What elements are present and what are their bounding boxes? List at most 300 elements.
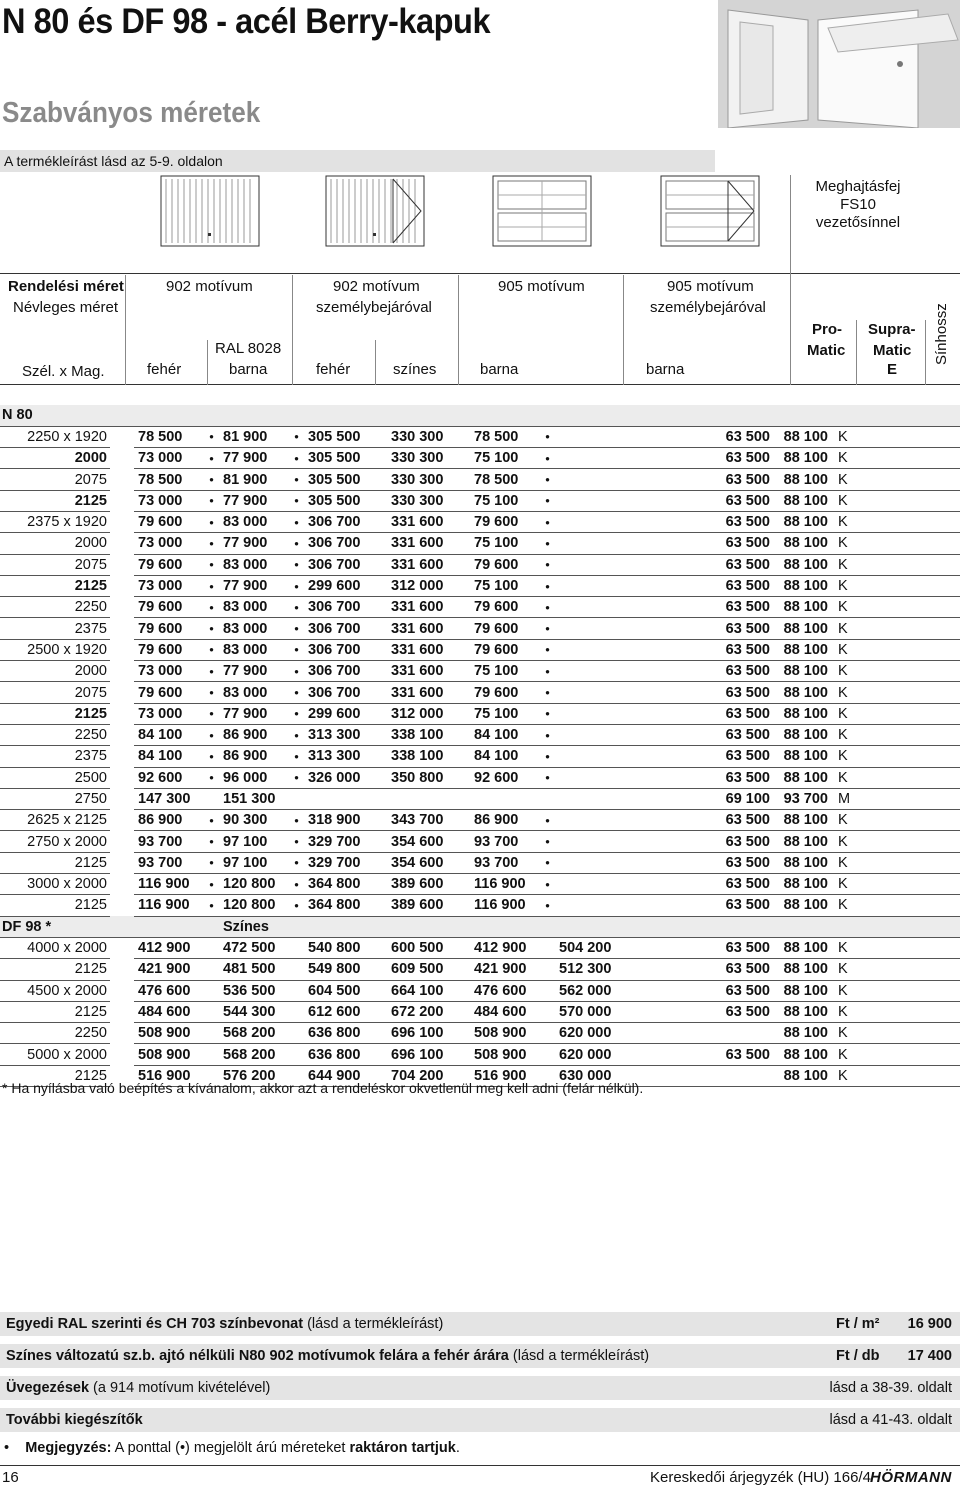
gap-cell (110, 1044, 134, 1065)
gap-cell (110, 937, 134, 958)
price-902-white: 78 500 (134, 469, 204, 490)
info-row-2-rest: (lásd a termékleírást) (508, 1348, 650, 1364)
rail-length-cell: K (834, 661, 960, 682)
size-cell: 2250 x 1920 (0, 426, 110, 447)
price-905-door-brown: 630 000 (555, 1065, 700, 1086)
price-905-brown: 476 600 (470, 980, 540, 1001)
table-row (0, 724, 960, 745)
price-902-door-colored: 312 000 (387, 575, 470, 596)
size-cell: 4000 x 2000 (0, 937, 110, 958)
table-row (0, 788, 960, 809)
stock-dot: ● (204, 895, 219, 916)
brand-logo: HÖRMANN (870, 1469, 952, 1486)
info-row-1 (0, 1312, 960, 1336)
price-902-brown: 83 000 (219, 618, 289, 639)
size-cell: 2125 (0, 895, 110, 916)
price-902-white: 73 000 (134, 575, 204, 596)
col-sep-5 (458, 275, 459, 385)
table-row (0, 937, 960, 958)
stock-dot: ● (204, 746, 219, 767)
price-905-brown: 78 500 (470, 469, 540, 490)
price-promatic: 63 500 (700, 618, 776, 639)
info-row-1-unit: Ft / m² (836, 1316, 880, 1332)
rail-length-cell: K (834, 746, 960, 767)
price-902-brown: 151 300 (219, 788, 289, 809)
price-902-door-colored: 331 600 (387, 511, 470, 532)
price-902-white: 79 600 (134, 554, 204, 575)
table-row (0, 448, 960, 469)
stock-dot: ● (289, 703, 304, 724)
gap-cell (110, 980, 134, 1001)
note-bold-end: raktáron tartjuk (349, 1440, 456, 1456)
price-902-white: 73 000 (134, 661, 204, 682)
rail-length-cell: K (834, 703, 960, 724)
info-row-4-value: lásd a 41-43. oldalt (829, 1412, 952, 1428)
price-promatic: 63 500 (700, 959, 776, 980)
stock-dot: ● (289, 724, 304, 745)
rail-length-cell: K (834, 895, 960, 916)
rail-length-cell: K (834, 554, 960, 575)
stock-dot: ● (204, 874, 219, 895)
colored-header: színes (393, 361, 437, 378)
price-supramatic: 88 100 (776, 448, 834, 469)
price-supramatic: 88 100 (776, 724, 834, 745)
note-bullet: • (4, 1440, 10, 1456)
price-905-brown: 79 600 (470, 682, 540, 703)
gap-cell (110, 682, 134, 703)
stock-dot (289, 788, 304, 809)
motif-902-drawing (160, 175, 260, 247)
price-905-brown (470, 788, 540, 809)
price-902-door-colored: 354 600 (387, 852, 470, 873)
price-902-door-colored: 330 300 (387, 426, 470, 447)
size-cell: 2075 (0, 554, 110, 575)
info-row-2-bold: Színes változatú sz.b. ajtó nélküli N80 902 motívumok felára a fehér árára (6, 1348, 509, 1364)
stock-dot: ● (540, 724, 555, 745)
price-902-door-white: 318 900 (304, 810, 387, 831)
stock-dot (204, 937, 219, 958)
rail-length-cell: K (834, 724, 960, 745)
price-905-door-brown: 504 200 (555, 937, 700, 958)
price-902-door-white: 306 700 (304, 682, 387, 703)
size-cell: 2075 (0, 682, 110, 703)
price-905-door-brown: 570 000 (555, 1001, 700, 1022)
price-902-brown: 120 800 (219, 895, 289, 916)
price-promatic: 63 500 (700, 1044, 776, 1065)
gap-cell (110, 426, 134, 447)
motif-902-door-header: 902 motívum (333, 278, 420, 295)
drive-header-line1: Meghajtásfej (815, 178, 901, 195)
stock-dot: ● (289, 852, 304, 873)
price-905-brown: 75 100 (470, 703, 540, 724)
gap-cell (110, 959, 134, 980)
price-902-brown: 83 000 (219, 511, 289, 532)
price-promatic: 63 500 (700, 533, 776, 554)
price-902-door-colored: 696 100 (387, 1023, 470, 1044)
price-905-door-brown (555, 618, 700, 639)
stock-dot: ● (204, 724, 219, 745)
size-cell: 2375 (0, 746, 110, 767)
price-905-door-brown (555, 448, 700, 469)
price-902-door-colored (387, 788, 470, 809)
price-902-door-colored: 330 300 (387, 490, 470, 511)
price-905-brown: 116 900 (470, 895, 540, 916)
price-905-brown: 75 100 (470, 575, 540, 596)
col-sep-3 (292, 275, 293, 385)
price-905-brown: 421 900 (470, 959, 540, 980)
price-promatic: 63 500 (700, 703, 776, 724)
price-902-door-white: 306 700 (304, 597, 387, 618)
footnote: * Ha nyílásba való beépítés a kívánalom, akkor azt a rendeléskor okvetlenül meg kell adni (felár nélkül). (2, 1080, 644, 1096)
size-cell: 2500 (0, 767, 110, 788)
info-row-1-value: 16 900 (907, 1316, 952, 1332)
price-promatic: 63 500 (700, 852, 776, 873)
page-title: N 80 és DF 98 - acél Berry-kapuk (2, 2, 491, 41)
gap-cell (110, 554, 134, 575)
motif-905-door-sub: személybejáróval (650, 299, 766, 316)
stock-dot (540, 980, 555, 1001)
stock-dot: ● (540, 895, 555, 916)
price-902-brown: 120 800 (219, 874, 289, 895)
price-promatic: 63 500 (700, 490, 776, 511)
price-902-door-colored: 389 600 (387, 895, 470, 916)
price-902-door-colored: 331 600 (387, 682, 470, 703)
stock-dot (204, 1001, 219, 1022)
price-supramatic: 88 100 (776, 810, 834, 831)
price-902-door-white: 644 900 (304, 1065, 387, 1086)
stock-dot: ● (540, 533, 555, 554)
stock-dot: ● (540, 469, 555, 490)
price-902-brown: 77 900 (219, 533, 289, 554)
price-902-white: 84 100 (134, 724, 204, 745)
table-row (0, 575, 960, 596)
table-row (0, 490, 960, 511)
motif-905-door-header: 905 motívum (667, 278, 754, 295)
price-902-brown: 97 100 (219, 852, 289, 873)
stock-dot: ● (540, 511, 555, 532)
stock-dot (540, 1044, 555, 1065)
price-902-door-white: 604 500 (304, 980, 387, 1001)
size-cell: 3000 x 2000 (0, 874, 110, 895)
price-supramatic: 88 100 (776, 618, 834, 639)
price-902-brown: 77 900 (219, 661, 289, 682)
price-905-brown: 508 900 (470, 1023, 540, 1044)
stock-dot: ● (204, 810, 219, 831)
price-902-white: 93 700 (134, 852, 204, 873)
stock-dot: ● (540, 874, 555, 895)
price-902-white: 147 300 (134, 788, 204, 809)
info-row-1-rest: (lásd a termékleírást) (303, 1316, 444, 1332)
price-902-door-colored: 696 100 (387, 1044, 470, 1065)
price-905-door-brown (555, 852, 700, 873)
price-902-white: 84 100 (134, 746, 204, 767)
price-902-door-white: 305 500 (304, 490, 387, 511)
rail-length-cell: K (834, 831, 960, 852)
price-promatic: 63 500 (700, 575, 776, 596)
price-902-door-white: 299 600 (304, 703, 387, 724)
motif-905-door-drawing (660, 175, 760, 247)
price-902-white: 78 500 (134, 426, 204, 447)
price-905-brown: 412 900 (470, 937, 540, 958)
price-905-brown: 93 700 (470, 831, 540, 852)
stock-dot: ● (289, 490, 304, 511)
price-902-brown: 472 500 (219, 937, 289, 958)
rail-length-cell: K (834, 469, 960, 490)
price-table (0, 405, 960, 1087)
price-902-brown: 536 500 (219, 980, 289, 1001)
price-902-white: 421 900 (134, 959, 204, 980)
price-902-door-colored: 704 200 (387, 1065, 470, 1086)
stock-dot: ● (289, 661, 304, 682)
stock-dot: ● (204, 533, 219, 554)
price-902-door-colored: 330 300 (387, 448, 470, 469)
price-902-brown: 90 300 (219, 810, 289, 831)
gap-cell (110, 511, 134, 532)
price-902-door-colored: 672 200 (387, 1001, 470, 1022)
size-cell: 2075 (0, 469, 110, 490)
price-905-brown: 78 500 (470, 426, 540, 447)
gap-cell (110, 895, 134, 916)
price-promatic: 63 500 (700, 682, 776, 703)
size-cell: 2500 x 1920 (0, 639, 110, 660)
price-905-brown: 93 700 (470, 852, 540, 873)
gap-cell (110, 533, 134, 554)
price-supramatic: 88 100 (776, 554, 834, 575)
rail-length-cell: K (834, 810, 960, 831)
price-902-door-colored: 354 600 (387, 831, 470, 852)
price-promatic: 63 500 (700, 937, 776, 958)
price-promatic: 63 500 (700, 639, 776, 660)
price-905-door-brown: 620 000 (555, 1044, 700, 1065)
stock-dot: ● (289, 810, 304, 831)
price-902-door-white: 313 300 (304, 724, 387, 745)
stock-dot: ● (540, 490, 555, 511)
price-902-door-colored: 331 600 (387, 618, 470, 639)
price-902-door-white: 306 700 (304, 511, 387, 532)
price-905-door-brown (555, 895, 700, 916)
price-905-door-brown (555, 746, 700, 767)
rail-length-header: Sínhossz (933, 303, 950, 365)
stock-dot: ● (540, 448, 555, 469)
price-902-door-white: 329 700 (304, 831, 387, 852)
price-905-door-brown (555, 831, 700, 852)
price-905-door-brown (555, 682, 700, 703)
price-supramatic: 88 100 (776, 767, 834, 788)
info-row-2 (0, 1344, 960, 1368)
price-902-brown: 481 500 (219, 959, 289, 980)
rail-length-cell: M (834, 788, 960, 809)
size-cell: 2375 x 1920 (0, 511, 110, 532)
stock-dot: ● (204, 575, 219, 596)
stock-dot (289, 959, 304, 980)
gap-cell (110, 810, 134, 831)
stock-dot (540, 959, 555, 980)
stock-dot: ● (204, 682, 219, 703)
price-902-white: 508 900 (134, 1023, 204, 1044)
gap-cell (110, 1001, 134, 1022)
table-row (0, 959, 960, 980)
price-905-brown: 75 100 (470, 533, 540, 554)
stock-dot: ● (540, 767, 555, 788)
price-905-brown: 508 900 (470, 1044, 540, 1065)
price-902-door-white: 305 500 (304, 469, 387, 490)
price-902-door-colored: 331 600 (387, 661, 470, 682)
stock-dot (204, 959, 219, 980)
price-905-brown: 79 600 (470, 639, 540, 660)
col-sep-7 (790, 175, 791, 385)
price-902-brown: 86 900 (219, 724, 289, 745)
price-supramatic: 88 100 (776, 511, 834, 532)
stock-dot: ● (540, 661, 555, 682)
price-902-door-white: 549 800 (304, 959, 387, 980)
nominal-size-header: Névleges méret (13, 299, 119, 316)
col-sep-9 (925, 320, 926, 385)
stock-dot: ● (289, 618, 304, 639)
table-row (0, 1023, 960, 1044)
rail-length-cell: K (834, 426, 960, 447)
gap-cell (110, 703, 134, 724)
e-header: E (887, 361, 898, 378)
price-902-white: 79 600 (134, 597, 204, 618)
price-supramatic: 88 100 (776, 1044, 834, 1065)
price-902-white: 508 900 (134, 1044, 204, 1065)
price-905-brown: 79 600 (470, 511, 540, 532)
price-902-brown: 81 900 (219, 469, 289, 490)
rail-length-cell: K (834, 767, 960, 788)
size-cell: 5000 x 2000 (0, 1044, 110, 1065)
price-902-white: 92 600 (134, 767, 204, 788)
price-902-door-colored: 600 500 (387, 937, 470, 958)
col-sep-1 (125, 275, 126, 385)
price-902-white: 516 900 (134, 1065, 204, 1086)
header-top-rule (0, 273, 960, 274)
price-905-brown: 84 100 (470, 746, 540, 767)
table-row (0, 618, 960, 639)
stock-dot: ● (289, 639, 304, 660)
rail-length-cell: K (834, 937, 960, 958)
size-cell: 2750 (0, 788, 110, 809)
gap-cell (110, 831, 134, 852)
stock-dot (540, 937, 555, 958)
info-row-3-rest: (a 914 motívum kivételével) (89, 1380, 271, 1396)
header-bottom-rule (0, 384, 960, 385)
price-promatic: 63 500 (700, 874, 776, 895)
price-902-brown: 77 900 (219, 575, 289, 596)
motif-905-drawing (492, 175, 592, 247)
stock-dot (204, 980, 219, 1001)
stock-dot: ● (289, 746, 304, 767)
rail-length-cell: K (834, 959, 960, 980)
price-902-brown: 83 000 (219, 639, 289, 660)
gap-cell (110, 788, 134, 809)
stock-dot: ● (204, 490, 219, 511)
info-row-2-unit: Ft / db (836, 1348, 880, 1364)
note-text: A ponttal (•) megjelölt árú méreteket (111, 1440, 350, 1456)
price-905-door-brown (555, 511, 700, 532)
price-902-brown: 77 900 (219, 448, 289, 469)
brown-header: barna (229, 361, 268, 378)
price-902-brown: 83 000 (219, 682, 289, 703)
table-row (0, 746, 960, 767)
price-supramatic: 88 100 (776, 746, 834, 767)
price-promatic: 69 100 (700, 788, 776, 809)
price-supramatic: 88 100 (776, 980, 834, 1001)
price-902-brown: 83 000 (219, 554, 289, 575)
price-supramatic: 88 100 (776, 831, 834, 852)
motif-902-door-drawing (325, 175, 425, 247)
table-row (0, 469, 960, 490)
rail-length-cell: K (834, 533, 960, 554)
stock-dot: ● (540, 682, 555, 703)
stock-dot: ● (289, 448, 304, 469)
col-sep-8 (856, 320, 857, 385)
price-promatic: 63 500 (700, 980, 776, 1001)
price-905-door-brown (555, 767, 700, 788)
price-905-door-brown (555, 661, 700, 682)
stock-dot: ● (289, 511, 304, 532)
price-905-brown: 75 100 (470, 490, 540, 511)
price-promatic: 63 500 (700, 448, 776, 469)
table-row (0, 1001, 960, 1022)
stock-dot (540, 1001, 555, 1022)
size-cell: 2125 (0, 1065, 110, 1086)
table-row (0, 852, 960, 873)
white-header: fehér (147, 361, 182, 378)
table-row (0, 511, 960, 532)
note-label: Megjegyzés: (25, 1440, 112, 1456)
price-promatic: 63 500 (700, 469, 776, 490)
section-name: N 80 (0, 405, 219, 426)
stock-dot: ● (204, 661, 219, 682)
size-cell: 4500 x 2000 (0, 980, 110, 1001)
price-905-door-brown (555, 597, 700, 618)
gap-cell (110, 1023, 134, 1044)
price-promatic: 63 500 (700, 831, 776, 852)
stock-dot: ● (204, 426, 219, 447)
section-header (0, 916, 960, 937)
stock-dot: ● (204, 448, 219, 469)
price-promatic: 63 500 (700, 661, 776, 682)
price-902-door-white: 329 700 (304, 852, 387, 873)
gap-cell (110, 575, 134, 596)
rail-length-cell: K (834, 1065, 960, 1086)
price-902-door-colored: 350 800 (387, 767, 470, 788)
stock-dot: ● (540, 554, 555, 575)
price-905-brown: 84 100 (470, 724, 540, 745)
motif-902-door-sub: személybejáróval (316, 299, 432, 316)
col-sep-6 (623, 275, 624, 385)
price-902-white: 73 000 (134, 490, 204, 511)
stock-dot: ● (289, 554, 304, 575)
stock-dot (204, 1023, 219, 1044)
gap-cell (110, 597, 134, 618)
price-905-door-brown: 562 000 (555, 980, 700, 1001)
stock-dot (204, 788, 219, 809)
price-902-white: 412 900 (134, 937, 204, 958)
price-supramatic: 88 100 (776, 874, 834, 895)
price-902-door-colored: 312 000 (387, 703, 470, 724)
gap-cell (110, 852, 134, 873)
price-902-white: 476 600 (134, 980, 204, 1001)
stock-dot (289, 1023, 304, 1044)
footer-text: Kereskedői árjegyzék (HU) 166/4 (650, 1469, 871, 1486)
price-902-door-colored: 330 300 (387, 469, 470, 490)
stock-dot: ● (204, 511, 219, 532)
stock-dot: ● (540, 831, 555, 852)
supra-matic-header: Matic (873, 342, 912, 359)
gap-cell (110, 639, 134, 660)
stock-dot (204, 1044, 219, 1065)
